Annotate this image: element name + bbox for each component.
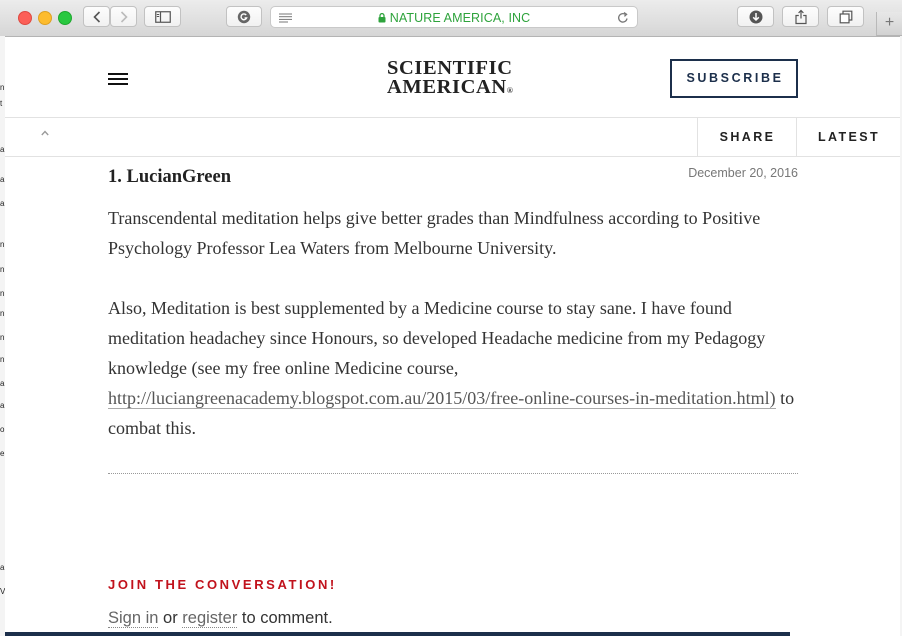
forward-icon <box>120 11 128 23</box>
address-bar[interactable] <box>270 6 638 28</box>
article-subnav <box>5 118 900 157</box>
share-icon <box>795 9 807 24</box>
close-window-button[interactable] <box>18 11 32 25</box>
address-text: NATURE AMERICA, INC <box>389 11 531 25</box>
or-text: or <box>158 609 183 627</box>
bottom-navy-bar <box>5 632 790 636</box>
web-page <box>5 37 900 636</box>
join-conversation-heading: JOIN THE CONVERSATION! <box>108 577 337 592</box>
reload-icon[interactable] <box>617 11 629 24</box>
grammarly-icon <box>237 10 251 24</box>
grammarly-extension-button[interactable] <box>226 6 262 27</box>
comment-date: December 20, 2016 <box>688 166 798 180</box>
latest-button[interactable]: LATEST <box>796 118 900 156</box>
comment-paragraph-2-end: to combat this. <box>108 388 795 438</box>
comment-author-heading: 1. LucianGreen <box>108 167 231 187</box>
comment-divider <box>108 473 798 474</box>
downloads-button[interactable] <box>737 6 774 27</box>
tabs-icon <box>839 10 852 23</box>
comment-paragraph-1: Transcendental meditation helps give better grades than Mindfulness according to Positive Psychology Professor Lea Waters from Melbourne University. <box>108 208 761 258</box>
back-button[interactable] <box>83 6 110 27</box>
logo-line-2-text: AMERICAN <box>387 76 507 98</box>
browser-toolbar <box>0 0 902 37</box>
comment-paragraph-2-text: Also, Meditation is best supplemented by a Medicine course to stay sane. I have found meditation headachey since Honours, so developed Headache medicine from my Pedagogy knowledge (see my free online Medicine course, <box>108 298 766 378</box>
sign-in-prompt <box>108 609 333 628</box>
logo-line-1: SCIENTIFIC <box>387 57 513 79</box>
tabs-overview-button[interactable] <box>827 6 864 27</box>
chevron-up-icon[interactable] <box>41 130 49 136</box>
logo-registered-mark: ® <box>506 86 514 95</box>
forward-button[interactable] <box>110 6 137 27</box>
lock-icon <box>378 13 386 23</box>
to-comment-text: to comment. <box>237 609 333 627</box>
sign-in-link[interactable]: Sign in <box>108 609 159 627</box>
comment-paragraph-2 <box>108 293 798 443</box>
new-tab-button[interactable]: + <box>876 12 902 36</box>
site-header <box>5 37 900 118</box>
logo-line-2 <box>387 78 513 100</box>
site-logo[interactable] <box>387 59 513 100</box>
zoom-window-button[interactable] <box>58 11 72 25</box>
minimize-window-button[interactable] <box>38 11 52 25</box>
share-toolbar-button[interactable] <box>782 6 819 27</box>
subscribe-button[interactable]: SUBSCRIBE <box>670 59 798 98</box>
address-text-row <box>271 11 637 25</box>
download-icon <box>749 10 763 24</box>
register-link[interactable]: register <box>182 609 238 627</box>
back-icon <box>93 11 101 23</box>
course-link[interactable]: http://luciangreenacademy.blogspot.com.au/2015/03/free-online-courses-in-meditation.html) <box>108 388 776 408</box>
menu-icon[interactable] <box>108 73 128 87</box>
comment-body <box>108 203 798 473</box>
share-button[interactable]: SHARE <box>697 118 797 156</box>
sidebar-icon <box>155 11 171 23</box>
sidebar-button[interactable] <box>144 6 181 27</box>
background-window-edge: n t a a a n n n n n n a a o e a V <box>0 36 5 636</box>
